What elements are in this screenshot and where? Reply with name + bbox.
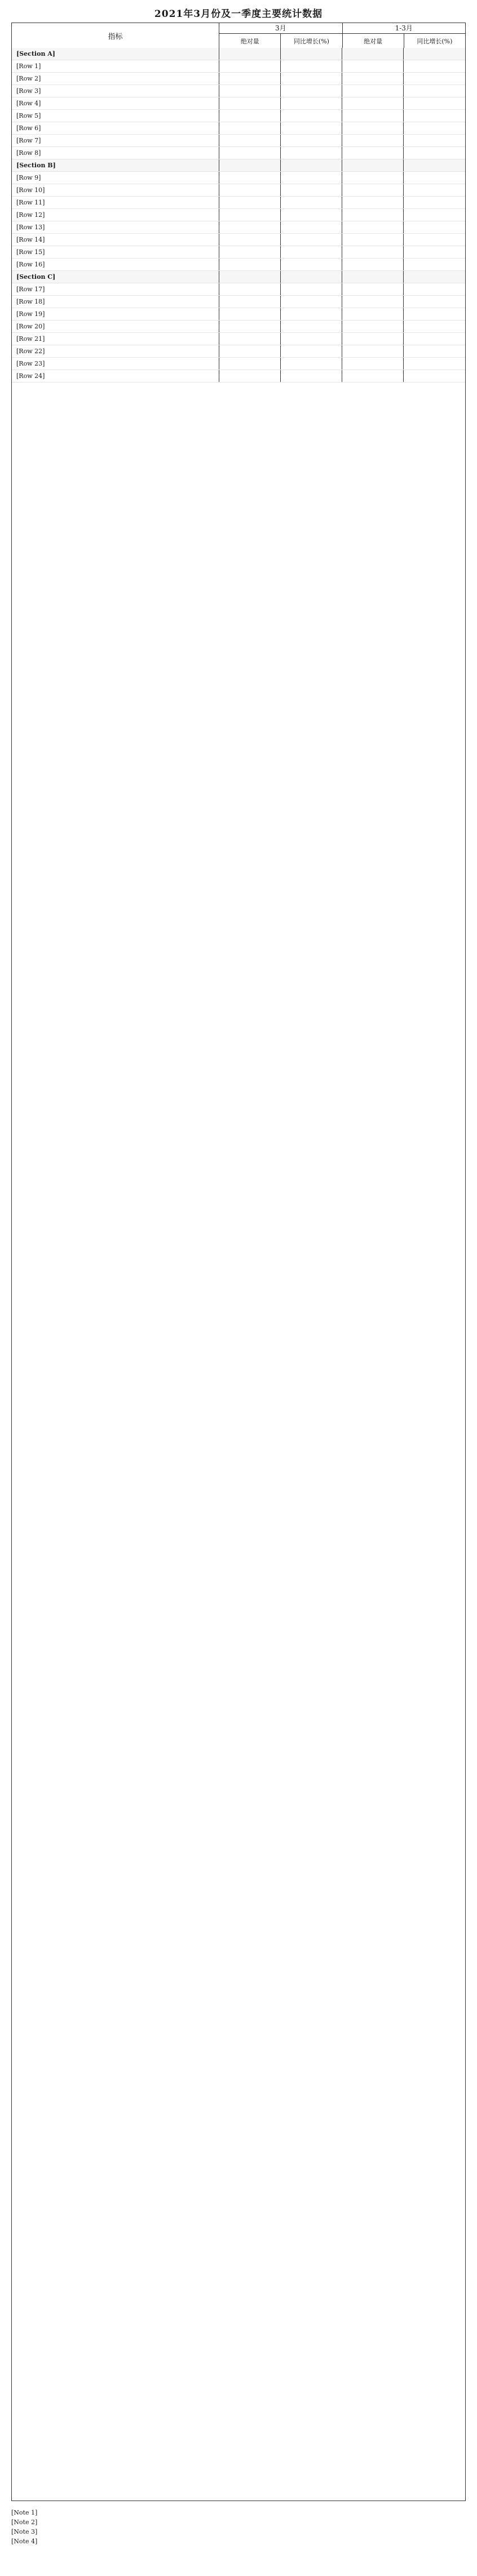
row-value [342,370,404,382]
row-value [404,159,465,171]
table-header [12,23,465,48]
row-value [281,333,342,345]
row-value [404,97,465,109]
table-row [12,234,465,246]
row-value [342,271,404,283]
table-row [12,370,465,382]
row-value [404,246,465,258]
row-value [342,159,404,171]
row-label: [Row 11] [12,197,219,208]
row-value [281,122,342,134]
row-value [219,246,281,258]
row-value [404,60,465,72]
row-value [219,159,281,171]
row-value [281,271,342,283]
row-label: [Row 12] [12,209,219,221]
row-value [281,234,342,246]
row-value [404,308,465,320]
row-label: [Row 22] [12,345,219,357]
row-value [404,85,465,97]
table-row [12,221,465,234]
row-value [219,110,281,122]
row-value [342,296,404,308]
row-label: [Section C] [12,271,219,283]
row-value [281,97,342,109]
row-value [404,345,465,357]
row-label: [Row 2] [12,73,219,84]
row-value [342,60,404,72]
row-label: [Row 9] [12,172,219,184]
row-value [281,259,342,270]
row-label: [Row 24] [12,370,219,382]
row-value [281,358,342,370]
row-value [219,321,281,332]
row-value [404,333,465,345]
row-value [342,184,404,196]
table-row [12,85,465,97]
header-group-2-title: 1-3月 [343,23,465,34]
row-value [404,296,465,308]
row-value [281,221,342,233]
row-label: [Section A] [12,48,219,60]
row-value [281,321,342,332]
table-row [12,271,465,283]
row-value [219,358,281,370]
note-line: [Note 4] [11,2538,38,2545]
table-row [12,60,465,73]
row-value [281,296,342,308]
row-value [404,271,465,283]
row-value [219,85,281,97]
row-label: [Row 8] [12,147,219,159]
table-row [12,135,465,147]
row-value [342,147,404,159]
row-label: [Row 7] [12,135,219,146]
row-label: [Row 5] [12,110,219,122]
row-value [342,172,404,184]
row-value [342,358,404,370]
row-value [281,172,342,184]
table-row [12,147,465,159]
row-value [404,221,465,233]
row-value [281,110,342,122]
row-value [404,110,465,122]
row-label: [Row 17] [12,283,219,295]
row-value [219,97,281,109]
stats-table [11,23,466,2501]
row-value [219,135,281,146]
row-value [281,209,342,221]
row-value [281,73,342,84]
row-value [219,308,281,320]
row-value [219,73,281,84]
row-value [342,197,404,208]
row-value [342,308,404,320]
table-row [12,110,465,122]
note-line: [Note 1] [11,2509,38,2516]
table-row [12,184,465,197]
row-label: [Row 20] [12,321,219,332]
row-value [342,85,404,97]
row-value [404,73,465,84]
row-value [404,147,465,159]
row-value [219,370,281,382]
row-value [219,345,281,357]
table-body [12,48,465,2501]
row-label: [Section B] [12,159,219,171]
row-value [281,345,342,357]
notes [11,2508,466,2546]
row-value [404,135,465,146]
row-value [281,85,342,97]
row-value [404,358,465,370]
header-indicator: 指标 [12,23,219,48]
page-title: 2021年3月份及一季度主要统计数据 [154,8,323,20]
row-value [342,73,404,84]
row-value [281,370,342,382]
row-value [404,321,465,332]
table-row [12,321,465,333]
row-value [219,48,281,60]
note-line: [Note 3] [11,2528,38,2535]
header-g1-growth: 同比增长(%) [293,37,329,45]
row-value [281,246,342,258]
table-row [12,159,465,172]
row-value [342,209,404,221]
row-value [281,197,342,208]
header-g2-growth: 同比增长(%) [417,37,453,45]
row-value [342,221,404,233]
row-label: [Row 15] [12,246,219,258]
row-value [342,259,404,270]
row-value [281,184,342,196]
row-value [219,296,281,308]
row-value [404,283,465,295]
row-value [342,48,404,60]
row-value [404,122,465,134]
row-value [281,283,342,295]
header-group-1 [219,23,342,48]
table-row [12,73,465,85]
row-label: [Row 16] [12,259,219,270]
row-label: [Row 21] [12,333,219,345]
row-label: [Row 18] [12,296,219,308]
row-value [404,259,465,270]
row-value [281,147,342,159]
row-value [219,283,281,295]
row-value [404,48,465,60]
header-g1-absolute: 绝对量 [219,34,281,48]
table-row [12,246,465,259]
row-label: [Row 1] [12,60,219,72]
row-label: [Row 4] [12,97,219,109]
row-value [219,333,281,345]
row-label: [Row 6] [12,122,219,134]
row-value [281,135,342,146]
row-label: [Row 19] [12,308,219,320]
table-row [12,197,465,209]
note-line: [Note 2] [11,2519,38,2526]
row-value [281,159,342,171]
row-label: [Row 23] [12,358,219,370]
row-value [219,197,281,208]
row-value [404,234,465,246]
row-value [281,48,342,60]
row-value [281,308,342,320]
table-row [12,358,465,370]
table-row [12,333,465,345]
row-value [219,60,281,72]
row-value [219,259,281,270]
row-value [219,271,281,283]
table-row [12,296,465,308]
table-row [12,259,465,271]
row-value [342,135,404,146]
table-row [12,308,465,321]
row-value [342,110,404,122]
table-row [12,172,465,184]
row-value [404,209,465,221]
row-value [342,321,404,332]
table-row [12,209,465,221]
table-row [12,345,465,358]
row-value [281,60,342,72]
row-value [404,370,465,382]
row-label: [Row 3] [12,85,219,97]
row-value [342,234,404,246]
table-row [12,48,465,60]
row-value [219,221,281,233]
row-value [342,283,404,295]
row-label: [Row 10] [12,184,219,196]
row-value [404,197,465,208]
row-value [342,246,404,258]
row-value [404,184,465,196]
row-value [342,333,404,345]
row-value [219,184,281,196]
row-value [342,345,404,357]
row-value [219,234,281,246]
row-value [404,172,465,184]
row-label: [Row 14] [12,234,219,246]
header-group-1-title: 3月 [219,23,342,34]
table-row [12,283,465,296]
table-row [12,122,465,135]
row-value [219,147,281,159]
row-value [219,122,281,134]
row-value [342,97,404,109]
table-row [12,97,465,110]
row-value [342,122,404,134]
header-g2-absolute: 绝对量 [343,34,404,48]
header-group-2 [343,23,465,48]
row-value [219,172,281,184]
row-value [219,209,281,221]
row-label: [Row 13] [12,221,219,233]
